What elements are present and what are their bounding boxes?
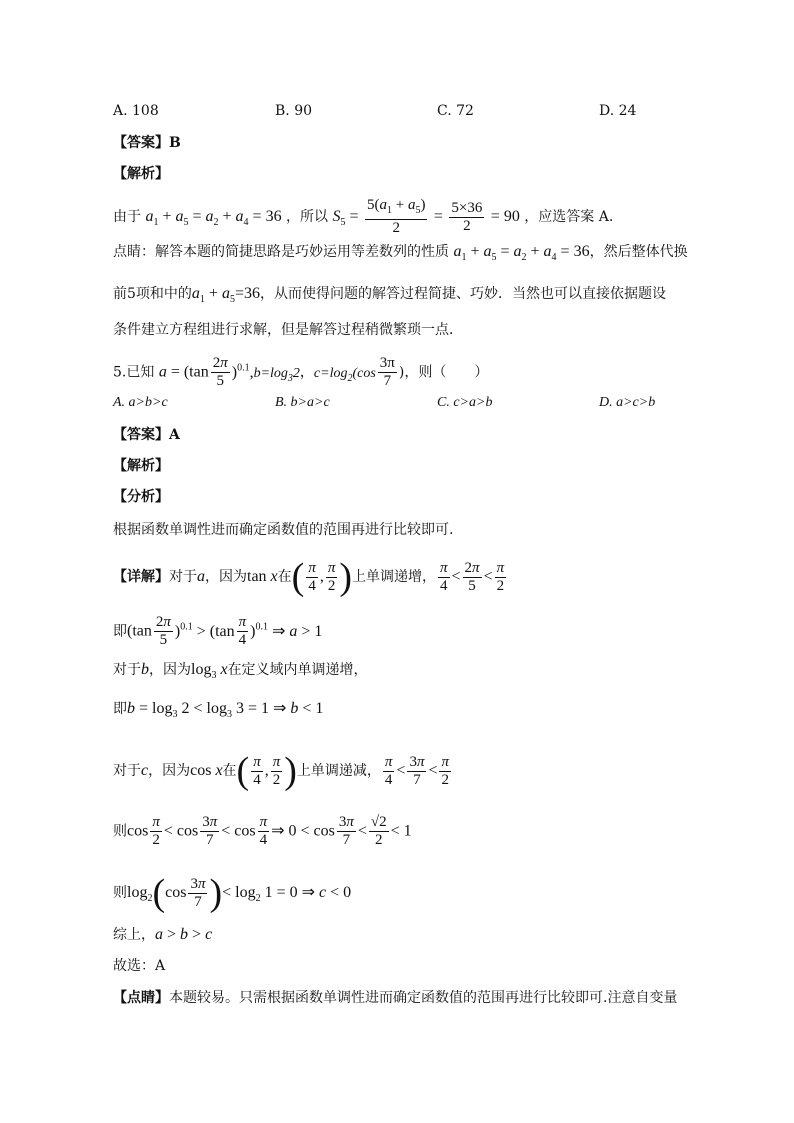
q5-option-a: A. a>b>c: [113, 395, 168, 410]
for-b-text: 在定义域内单调递增，: [227, 662, 368, 678]
dianjing-tag: 【点睛】: [113, 990, 169, 1006]
ji-text: 即: [113, 701, 127, 717]
option-d: D. 24: [599, 103, 637, 119]
formula-a-def: a = (tan: [158, 363, 209, 381]
frac-3pi-7: $\frac{3\pi}{7}$: [379, 355, 395, 389]
q5-option-b: B. b>a>c: [275, 395, 330, 410]
detail-line: 【详解】对于a，因为tan x在( $\frac{\pi}{4}$ , $\frac{\pi}{2}$ )上单调递增， $\frac{\pi}{4}$ < $\frac{2\pi}{5}$ < $\frac{\pi}{2}$: [113, 556, 505, 598]
frac-2pi-5: $\frac{2\pi}{5}$: [212, 355, 228, 389]
dianjing-text: 本题较易。只需根据函数单调性进而确定函数值的范围再进行比较即可.注意自变量: [169, 990, 678, 1006]
tip-line-1: [113, 242, 688, 268]
answer-label: [113, 133, 181, 153]
answer-text: 【答案】B: [113, 135, 181, 151]
for-c-line: 对于c，因为cos x在( $\frac{\pi}{4}$ , $\frac{\pi}{2}$ )上单调递减， $\frac{\pi}{4}$ < $\frac{3\pi}{7}$ < $\frac{\pi}{2}$: [113, 750, 449, 792]
detail-text: ，因为: [205, 569, 247, 585]
for-b-text: 对于: [113, 662, 141, 678]
for-c-text: 在: [222, 763, 237, 779]
solution-prefix: 由于: [113, 209, 141, 225]
q5-fenxi-text: 根据函数单调性进而确定函数值的范围再进行比较即可.: [113, 522, 454, 538]
detail-text: 在: [277, 569, 292, 585]
conclusion-line: 综上，a > b > c: [113, 926, 213, 943]
tip-text: 前5项和中的: [113, 286, 192, 302]
for-c-text: 对于: [113, 763, 141, 779]
tip-text: ，然后整体代换: [589, 244, 688, 260]
b-ineq-line: 即$b = \log_3 2 < \log_3 3 = 1$ ⇒ b < 1: [113, 700, 324, 721]
c-def-text: c=log: [313, 365, 348, 381]
formula-property: $a_1 + a_5 = a_2 + a_4 = 36$: [453, 243, 590, 264]
frac-5x36: $\frac{5\times 36}{2}$: [451, 199, 483, 234]
solution-end: ，应选答案 A.: [524, 209, 614, 225]
option-b: B. 90: [275, 103, 313, 119]
ji-line: 即(tan $\frac{2\pi}{5}$ )$^{0.1}$ > (tan $\frac{\pi}{4}$ )$^{0.1}$ ⇒ a > 1: [113, 614, 323, 648]
formula-sum-eq: $a_1 + a_5 = a_2 + a_4 = 36$: [145, 208, 282, 229]
c-definition: $c=\log_2(\cos$: [313, 365, 376, 384]
dianjing-line: [113, 988, 677, 1008]
tip-text: ，从而使得问题的解答过程简捷、巧妙．当然也可以直接依据题设: [259, 286, 666, 302]
tip-text: 点睛：解答本题的简捷思路是巧妙运用等差数列的性质: [113, 244, 449, 260]
conclusion-text: 综上，: [113, 927, 155, 943]
ze-text: 则: [113, 823, 127, 840]
frac-pi-4: $\frac{\pi}{4}$: [308, 559, 316, 594]
solution-line: 由于 $a_1 + a_5 = a_2 + a_4 = 36$ ，所以 $S_5$ = $\frac{5(a_1 + a_5)}{2}$ = $\frac{5\times 36}{2}$ = 90 ，应选答案 A.: [113, 197, 614, 236]
frac-s5: $\frac{5(a_1 + a_5)}{2}$: [366, 197, 426, 236]
for-b-text: ，因为: [149, 662, 191, 678]
q5-number: 5.已知: [113, 364, 155, 381]
for-c-text: 上单调递减，: [296, 763, 381, 779]
option-c: C. 72: [437, 103, 474, 119]
formula-s5: $S_5$ =: [332, 208, 359, 229]
ze-text: 则: [113, 885, 127, 901]
for-c-text: ，因为: [148, 763, 191, 779]
analysis-label: 【解析】: [113, 166, 169, 182]
q5-option-d: D. a>c>b: [599, 395, 656, 410]
solution-so: ，所以: [286, 209, 329, 225]
q5-then: ，则（ ）: [404, 364, 489, 381]
frac-pi-2: $\frac{\pi}{2}$: [327, 559, 336, 594]
option-a: A. 108: [113, 103, 159, 119]
tip-line-3: 条件建立方程组进行求解，但是解答过程稍微繁琐一点．: [113, 322, 463, 338]
q5-stem: 5.已知 a = (tan $\frac{2\pi}{5}$ )$^{0.1},b=\log_32$，$c=\log_2(\cos$ $\frac{3\pi}{7}$ )，则（ ）: [113, 355, 489, 389]
ji-text: 即: [113, 623, 127, 640]
choose-line: 故选：A: [113, 958, 166, 974]
tip-line-2: [113, 284, 666, 310]
cos-ineq-line: 则cos $\frac{\pi}{2}$ < cos $\frac{3\pi}{7}$ < cos $\frac{\pi}{4}$ ⇒ 0 < cos $\frac{3\pi}{7}$ < $\frac{√2}{2}$ < 1: [113, 814, 412, 848]
q5-option-c: C. c>a>b: [437, 395, 493, 410]
detail-tag: 【详解】: [113, 569, 169, 585]
formula-a1a5: $a_1 + a_5=36$: [191, 285, 260, 306]
q5-answer: 【答案】A: [113, 427, 180, 443]
q5-analysis-label: 【解析】: [113, 458, 169, 474]
log-ineq-line: 则$\log_2(\cos$ $\frac{3\pi}{7}$ )< $\log_2 1 = 0$ ⇒ c < 0: [113, 872, 352, 914]
for-b-line: 对于b，因为$\log_3 x$在定义域内单调递增，: [113, 661, 368, 682]
q5-fenxi-label: 【分析】: [113, 489, 169, 505]
detail-text: 上单调递增，: [352, 569, 436, 585]
b-definition: $b=\log_32$: [253, 365, 300, 384]
b-def-text: b=log: [253, 365, 288, 381]
comma: ，: [299, 364, 314, 381]
detail-text: 对于: [169, 569, 197, 585]
